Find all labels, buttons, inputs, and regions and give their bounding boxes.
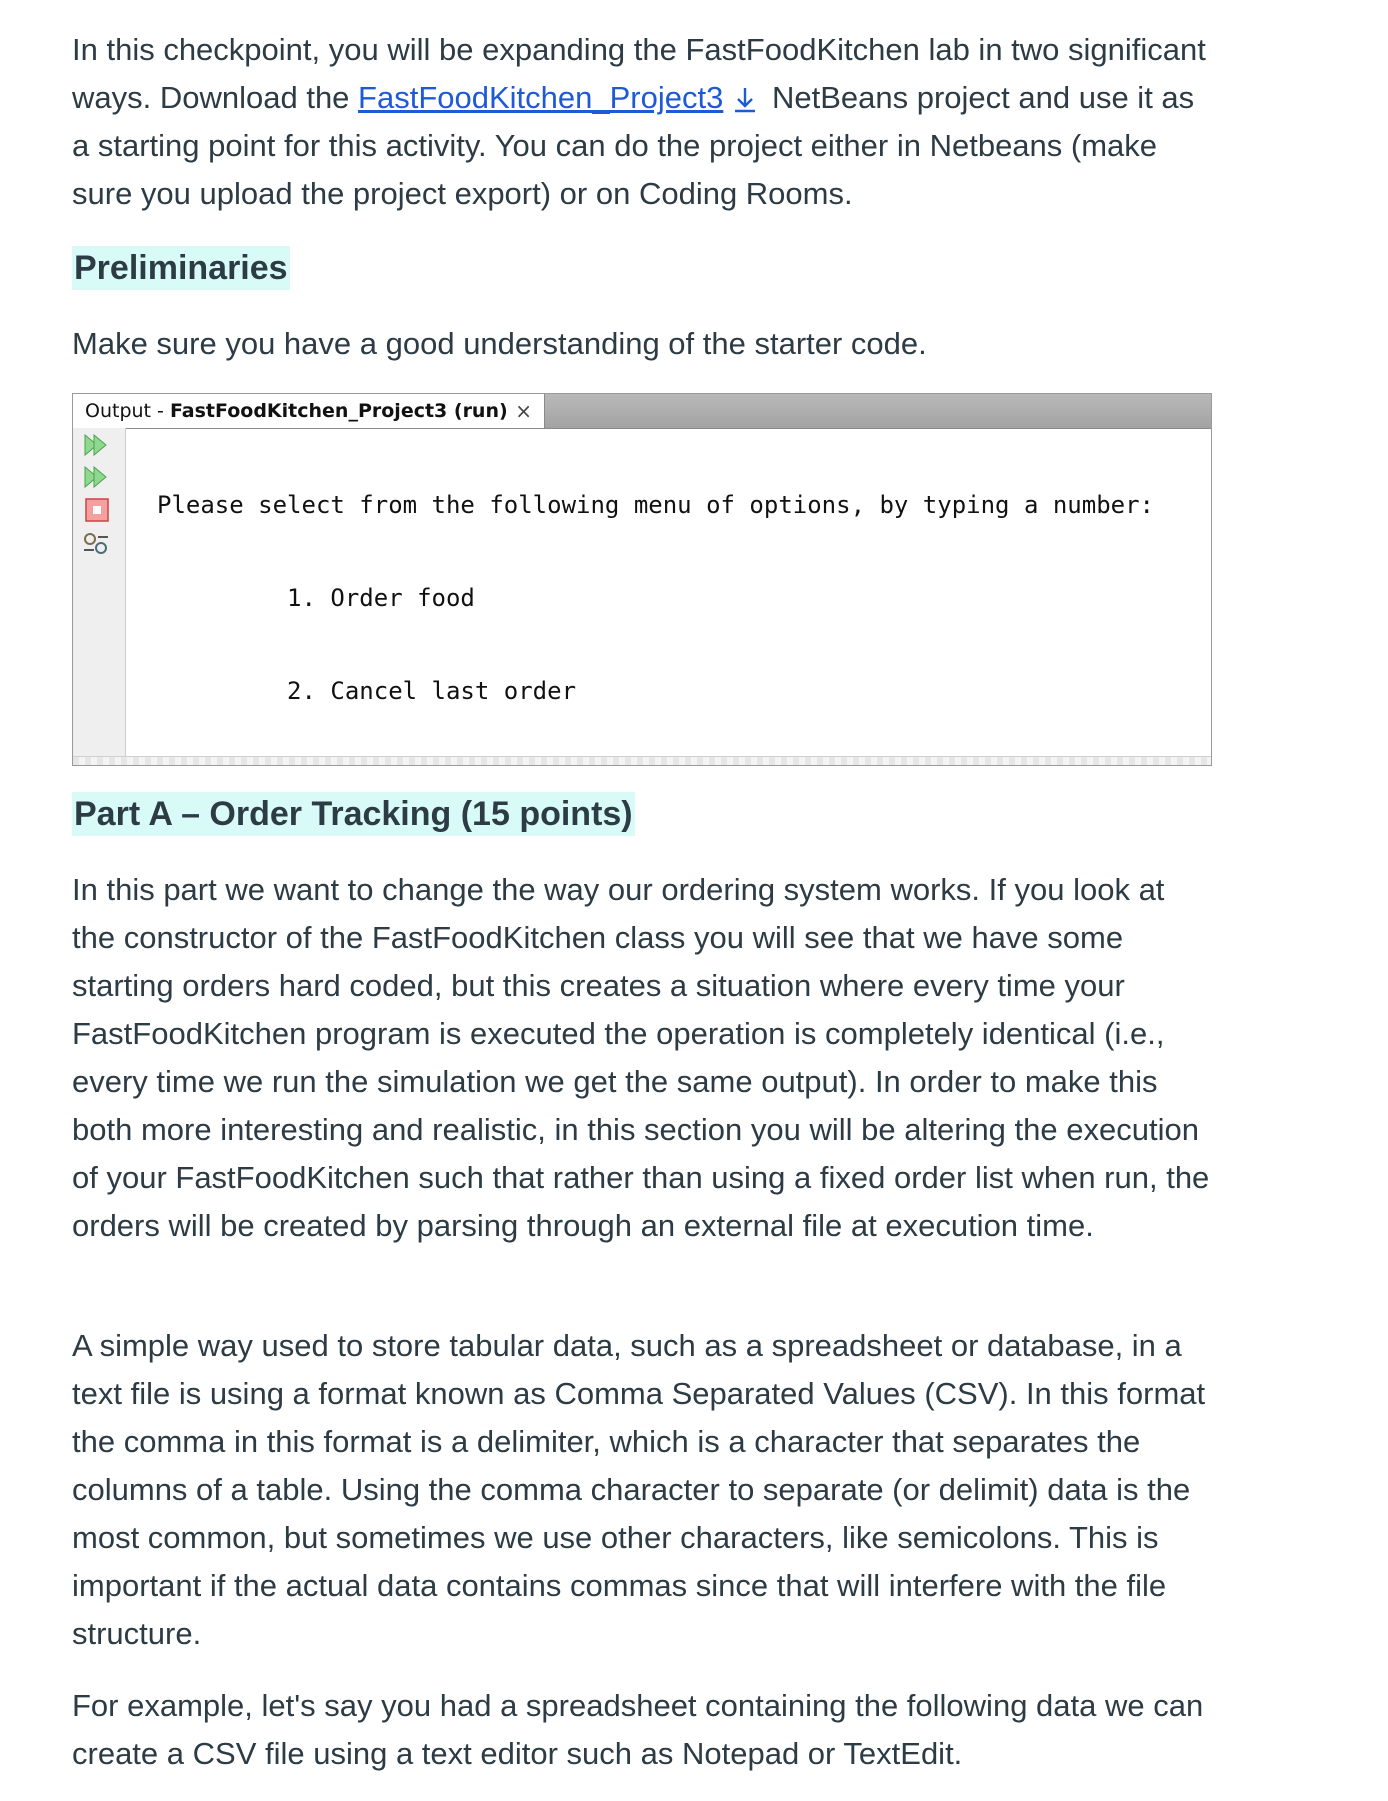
part-a-paragraph-2: A simple way used to store tabular data, such as a spreadsheet or database, in a text file is using a format known as Comma Separated Values (CSV). In this format the comma in this format is a delimiter, which is a character that separates the columns of a table. Using the comma character to separate (or delimit) data is the most common, but sometimes we use other characters, like semicolons. This is important if the actual data contains commas since that will interfere with the file structure. bbox=[72, 1328, 1206, 1651]
part-a-paragraph-1: In this part we want to change the way our ordering system works. If you look at the constructor of the FastFoodKitchen class you will see that we have some starting orders hard coded, but this creates a situation where every time your FastFoodKitchen program is executed the operation is completely identical (i.e., every time we run the simulation we get the same output). In order to make this both more interesting and realistic, in this section you will be altering the execution of your FastFoodKitchen such that rather than using a fixed order list when run, the orders will be created by parsing through an external file at execution time. bbox=[72, 872, 1210, 1243]
ide-output-tab[interactable] bbox=[73, 394, 545, 428]
ide-output-screenshot bbox=[72, 393, 1212, 766]
console-line: Please select from the following menu of options, by typing a number: bbox=[157, 491, 1154, 519]
ide-console-output bbox=[157, 428, 1197, 766]
preliminaries-heading: Preliminaries bbox=[72, 246, 290, 290]
ide-tab-prefix: Output - bbox=[85, 400, 170, 422]
intro-text-after-link: NetBeans project and use it as a starting point for this activity. You can do the project either in Netbeans (make sure you upload the project export) or on Coding Rooms. bbox=[72, 80, 1195, 211]
download-icon[interactable] bbox=[731, 84, 759, 114]
ide-horizontal-scrollbar[interactable] bbox=[73, 756, 1211, 765]
rerun-icon[interactable] bbox=[79, 464, 113, 490]
intro-text-before-link: In this checkpoint, you will be expanding the FastFoodKitchen lab in two significant ways. Download the bbox=[72, 32, 1206, 115]
part-a-heading-wrap bbox=[72, 792, 635, 836]
settings-icon[interactable] bbox=[79, 531, 113, 557]
stop-icon[interactable] bbox=[79, 497, 113, 523]
console-line: 2. Cancel last order bbox=[157, 677, 577, 705]
part-a-paragraph-3: For example, let's say you had a spreadsheet containing the following data we can create a CSV file using a text editor such as Notepad or TextEdit. bbox=[72, 1688, 1204, 1771]
part-a-heading: Part A – Order Tracking (15 points) bbox=[72, 792, 635, 836]
console-line: 1. Order food bbox=[157, 584, 475, 612]
preliminaries-paragraph: Make sure you have a good understanding of the starter code. bbox=[72, 326, 927, 361]
ide-tab-title: FastFoodKitchen_Project3 (run) bbox=[169, 400, 508, 422]
project-download-link[interactable]: FastFoodKitchen_Project3 bbox=[358, 80, 724, 115]
ide-tab-bar bbox=[73, 394, 1211, 429]
intro-paragraph bbox=[72, 26, 1212, 218]
ide-gutter bbox=[73, 428, 126, 761]
close-icon[interactable]: × bbox=[515, 399, 532, 423]
preliminaries-heading-wrap bbox=[72, 246, 290, 290]
run-icon[interactable] bbox=[79, 432, 113, 458]
